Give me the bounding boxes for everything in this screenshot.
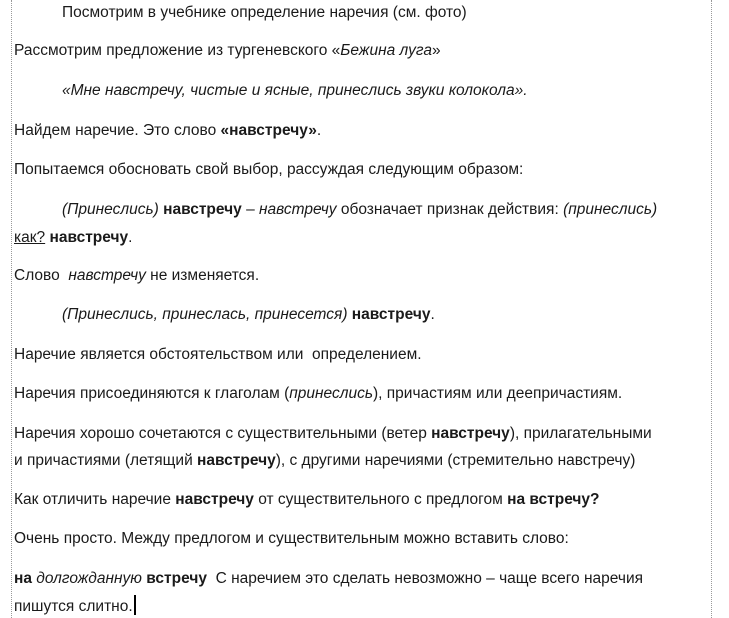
- text: не изменяется.: [145, 267, 260, 284]
- quote-line: [62, 81, 528, 101]
- text: –: [241, 201, 259, 218]
- italic-text: (принеслись): [563, 201, 658, 218]
- paragraph-12-line-2: [14, 451, 635, 471]
- bold-word: навстречу: [49, 229, 129, 246]
- text: Как отличить наречие: [14, 491, 176, 508]
- italic-text: долгожданную: [36, 570, 142, 587]
- paragraph-14: [14, 490, 600, 510]
- paragraph-1: [62, 3, 467, 23]
- text: Посмотрим в учебнике определение наречия (см. фото): [62, 4, 467, 21]
- text: Найдем наречие. Это слово: [14, 122, 221, 139]
- paragraph-11: [14, 384, 622, 404]
- italic-text: навстречу: [259, 201, 337, 218]
- text-cursor[interactable]: [134, 595, 136, 615]
- text: .: [128, 229, 133, 246]
- question-underlined: как?: [14, 229, 46, 246]
- bold-word: навстречу: [197, 452, 276, 469]
- bold-word: навстречу: [175, 491, 254, 508]
- quote-text: «Мне навстречу, чистые и ясные, принеслись звуки колокола».: [62, 82, 528, 99]
- paragraph-12-line-1: [14, 424, 652, 444]
- text: и причастиями (летящий: [14, 452, 198, 469]
- bold-phrase: на встречу?: [507, 491, 600, 508]
- text: от существительного с предлогом: [253, 491, 508, 508]
- right-margin-guide: [711, 0, 712, 618]
- italic-text: (Принеслись): [62, 201, 164, 218]
- text: Наречия хорошо сочетаются с существительными (ветер: [14, 425, 432, 442]
- text: Рассмотрим предложение из тургеневского «: [14, 42, 341, 59]
- example-line-1: [62, 200, 657, 220]
- example-line-3: [62, 305, 435, 325]
- paragraph-8: [14, 266, 259, 286]
- paragraph-4: [14, 121, 321, 141]
- left-margin-guide: [11, 0, 12, 618]
- bold-word: навстречу: [431, 425, 510, 442]
- bold-word: «навстречу»: [220, 122, 317, 139]
- paragraph-16-line-2: [14, 595, 136, 617]
- paragraph-16-line-1: [14, 569, 643, 589]
- text: Попытаемся обосновать свой выбор, рассуждая следующим образом:: [14, 161, 524, 178]
- italic-text: навстречу: [68, 267, 146, 284]
- text: .: [430, 306, 435, 323]
- text: Наречия присоединяются к глаголам (: [14, 385, 290, 402]
- text: .: [316, 122, 322, 139]
- paragraph-10: [14, 345, 422, 365]
- text: С наречием это сделать невозможно – чаще всего наречия: [206, 570, 643, 587]
- example-line-2: [14, 228, 132, 248]
- bold-word: на: [14, 570, 32, 587]
- bold-word: навстречу: [163, 201, 242, 218]
- text: ), прилагательными: [509, 425, 652, 442]
- text: Очень просто. Между предлогом и существительным можно вставить слово:: [14, 530, 569, 547]
- paragraph-2: [14, 41, 441, 61]
- text: обозначает признак действия:: [336, 201, 564, 218]
- bold-word: навстречу: [351, 306, 431, 323]
- text: пишутся слитно.: [14, 598, 133, 615]
- text: ), причастиям или деепричастиям.: [373, 385, 623, 402]
- paragraph-15: [14, 529, 569, 549]
- text: Наречие является обстоятельством или определением.: [14, 346, 422, 363]
- text: Слово: [14, 267, 69, 284]
- bold-word: встречу: [146, 570, 207, 587]
- italic-text: принеслись: [289, 385, 373, 402]
- text: »: [431, 42, 441, 59]
- paragraph-5: [14, 160, 523, 180]
- italic-text: (Принеслись, принеслась, принесется): [62, 306, 348, 323]
- text: ), с другими наречиями (стремительно навстречу): [275, 452, 636, 469]
- italic-title: Бежина луга: [340, 42, 432, 59]
